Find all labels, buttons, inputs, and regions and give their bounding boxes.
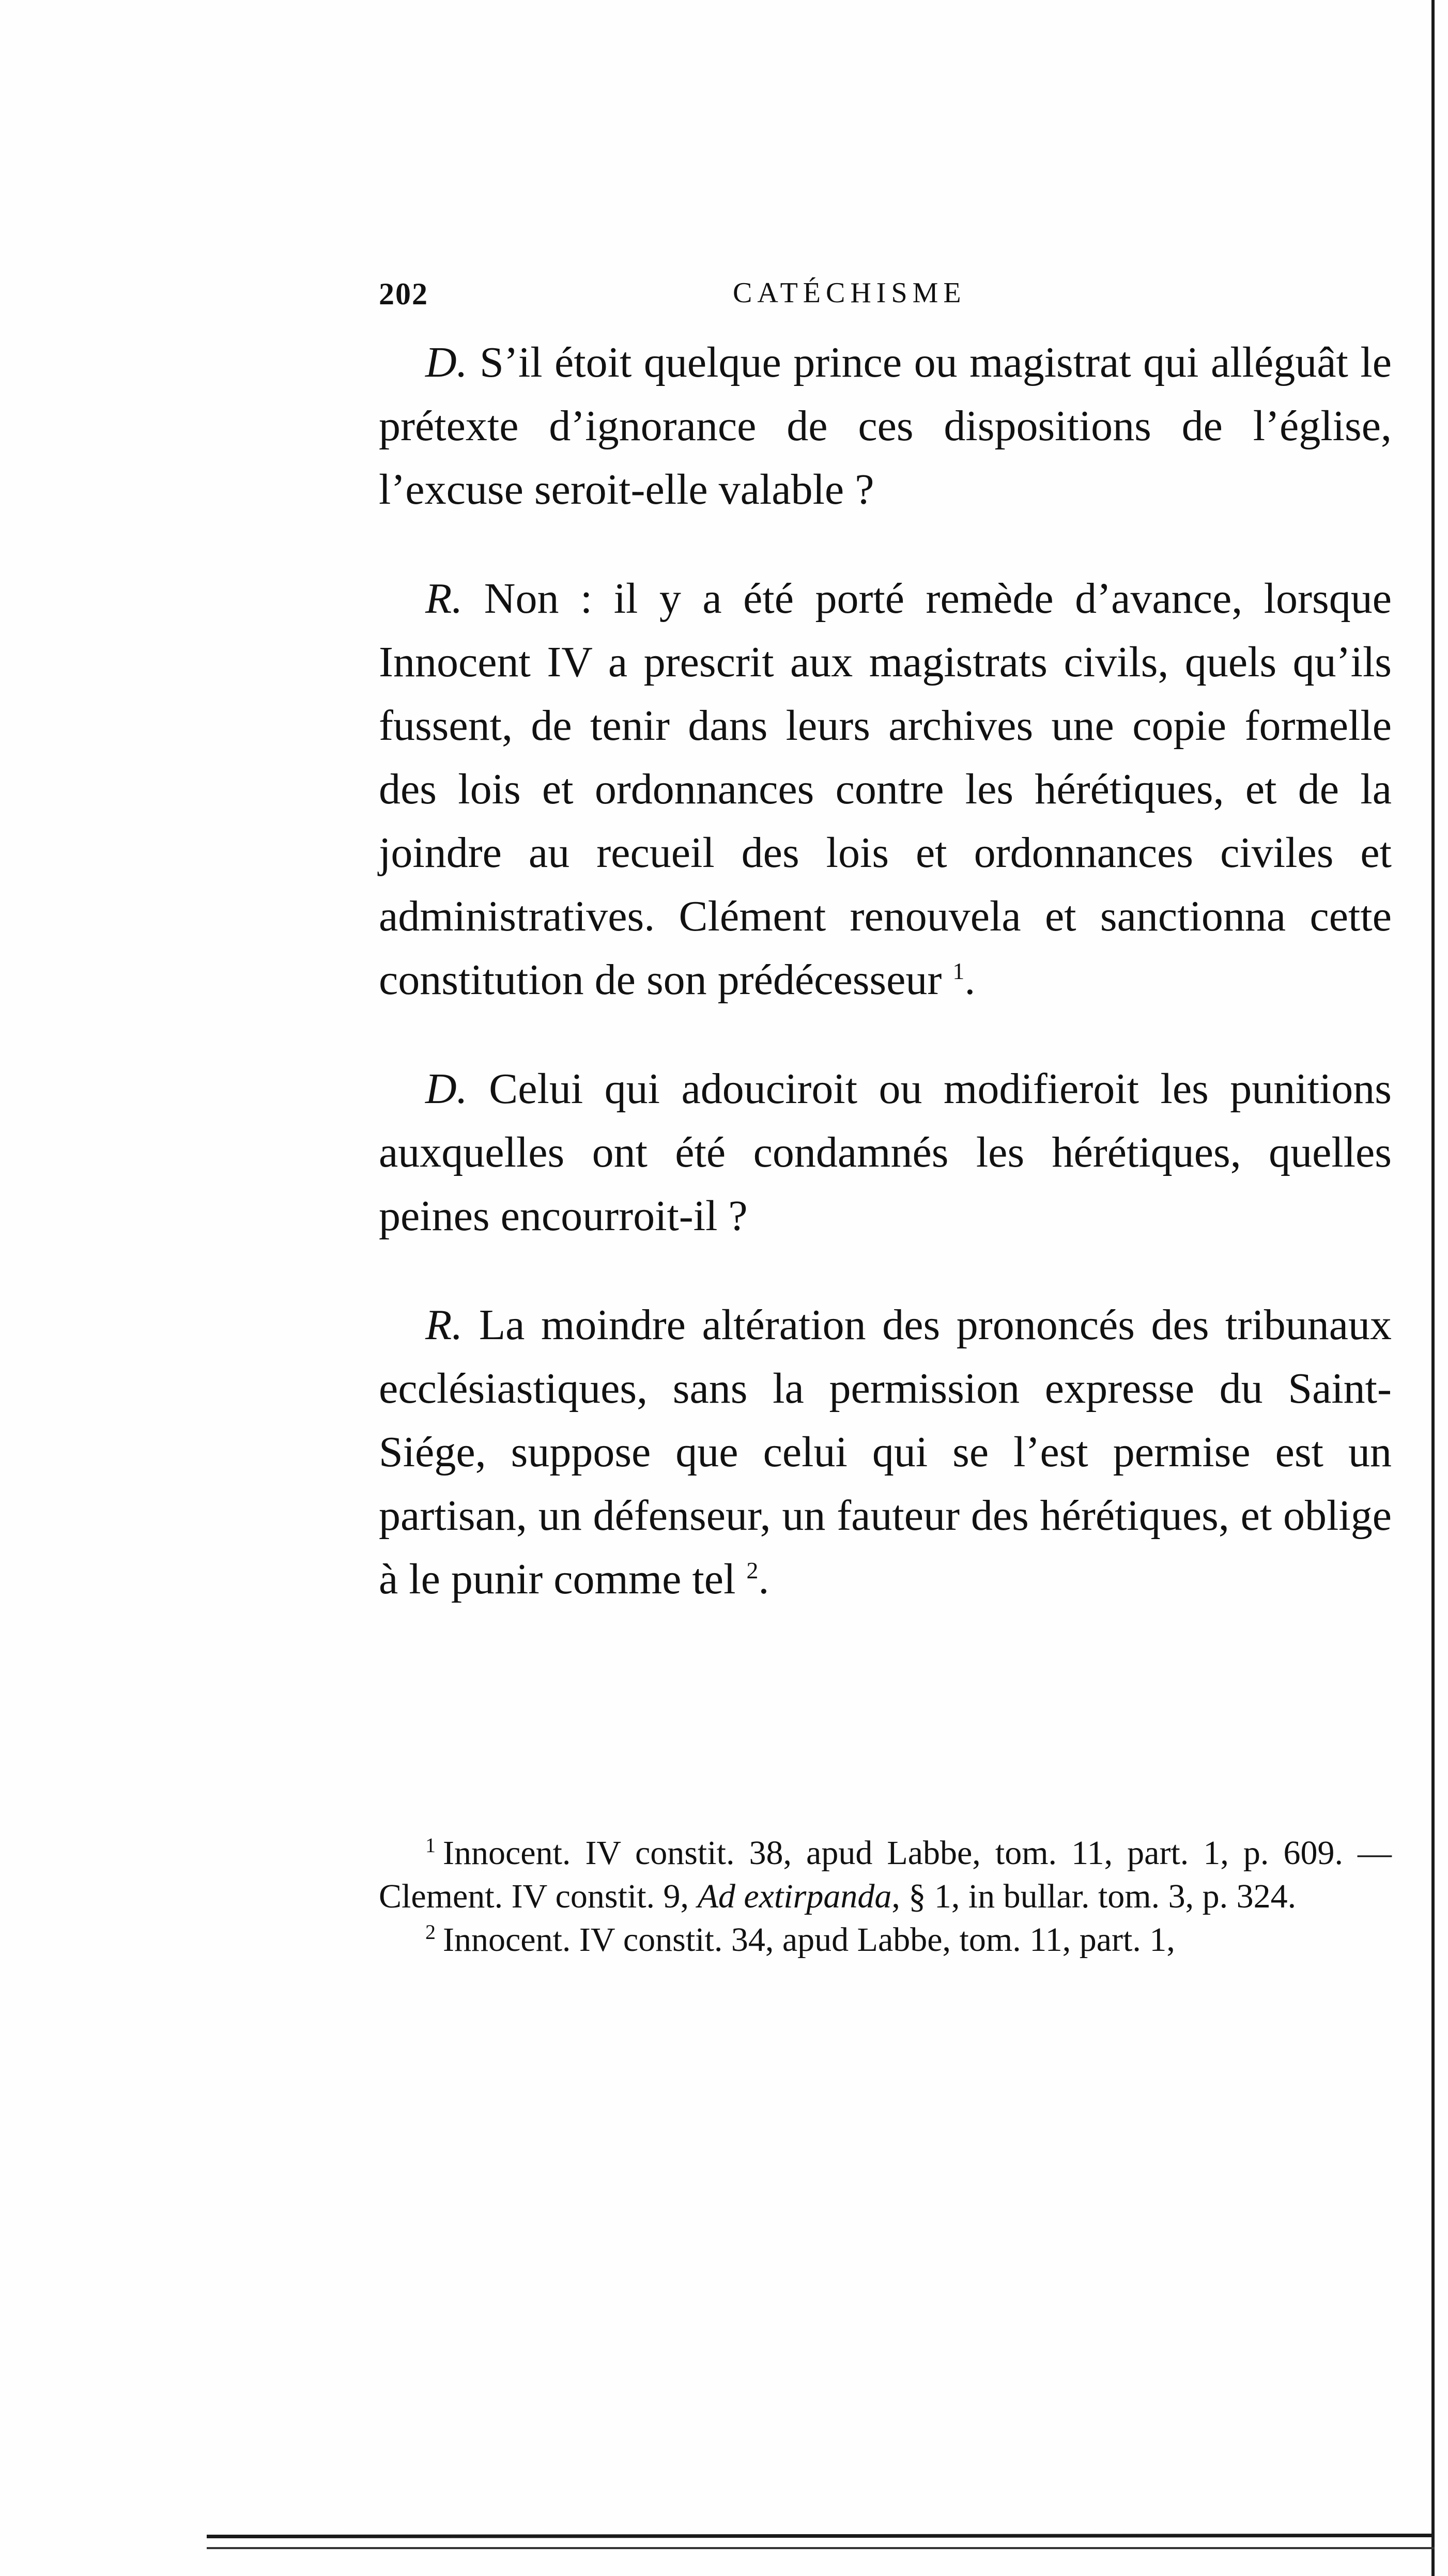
footnotes xyxy=(379,1832,1392,1962)
footnote-text-end: , § 1, in bullar. tom. 3, p. 324. xyxy=(891,1877,1297,1915)
page-bottom-edge xyxy=(207,2534,1435,2538)
page-number: 202 xyxy=(379,277,428,311)
footnote-2 xyxy=(379,1918,1392,1962)
page-header xyxy=(379,276,1066,318)
running-head: CATÉCHISME xyxy=(733,277,966,309)
footnote-title-italic: Ad extirpanda xyxy=(697,1877,892,1915)
paragraph-tail: . xyxy=(964,956,976,1004)
paragraph-text: Celui qui adouciroit ou modifieroit les punitions auxquelles ont été condamnés les hérétiques, quelles peines encourroit-il ? xyxy=(379,1065,1392,1240)
paragraph-text: Non : il y a été porté remède d’avance, lorsque Innocent IV a prescrit aux magistrats civils, quels qu’ils fussent, de tenir dans leurs archives une copie formelle des lois et ordonnances contre les hérétiques, et de la joindre au recueil des lois et ordonnances civiles et administratives. Clément renouvela et sanctionna cette constitution de son prédécesseur xyxy=(379,575,1392,1004)
paragraph-question-1 xyxy=(379,331,1392,521)
footnote-reference[interactable]: 2 xyxy=(746,1557,759,1584)
speaker-label: R. xyxy=(425,1301,463,1349)
footnote-reference[interactable]: 1 xyxy=(952,958,965,984)
paragraph-answer-1 xyxy=(379,567,1392,1012)
footnote-mark: 1 xyxy=(425,1834,436,1857)
speaker-label: D. xyxy=(425,1065,468,1113)
paragraph-tail: . xyxy=(758,1555,769,1603)
footnote-text: Innocent. IV constit. 34, apud Labbe, tom. 11, part. 1, xyxy=(443,1921,1175,1959)
body-text xyxy=(379,331,1392,1611)
paragraph-text: S’il étoit quelque prince ou magistrat qui alléguât le prétexte d’ignorance de ces dispositions de l’église, l’excuse seroit-elle valable ? xyxy=(379,338,1392,514)
footnote-1 xyxy=(379,1832,1392,1918)
paragraph-answer-2 xyxy=(379,1293,1392,1611)
footnote-text: Innocent. IV constit. 38, apud Labbe, tom. 11, part. 1, p. 609. — Clement. IV constit. 9, xyxy=(379,1834,1392,1915)
footnote-mark: 2 xyxy=(425,1920,436,1944)
paragraph-text: La moindre altération des prononcés des tribunaux ecclésiastiques, sans la permission expresse du Saint-Siége, suppose que celui qui se l’est permise est un partisan, un défenseur, un fauteur des hérétiques, et oblige à le punir comme tel xyxy=(379,1301,1392,1603)
speaker-label: D. xyxy=(425,338,468,386)
page-bottom-edge-shadow xyxy=(207,2547,1435,2549)
page-edge-shadow xyxy=(1431,0,1435,2576)
speaker-label: R. xyxy=(425,575,463,623)
paragraph-question-2 xyxy=(379,1057,1392,1248)
